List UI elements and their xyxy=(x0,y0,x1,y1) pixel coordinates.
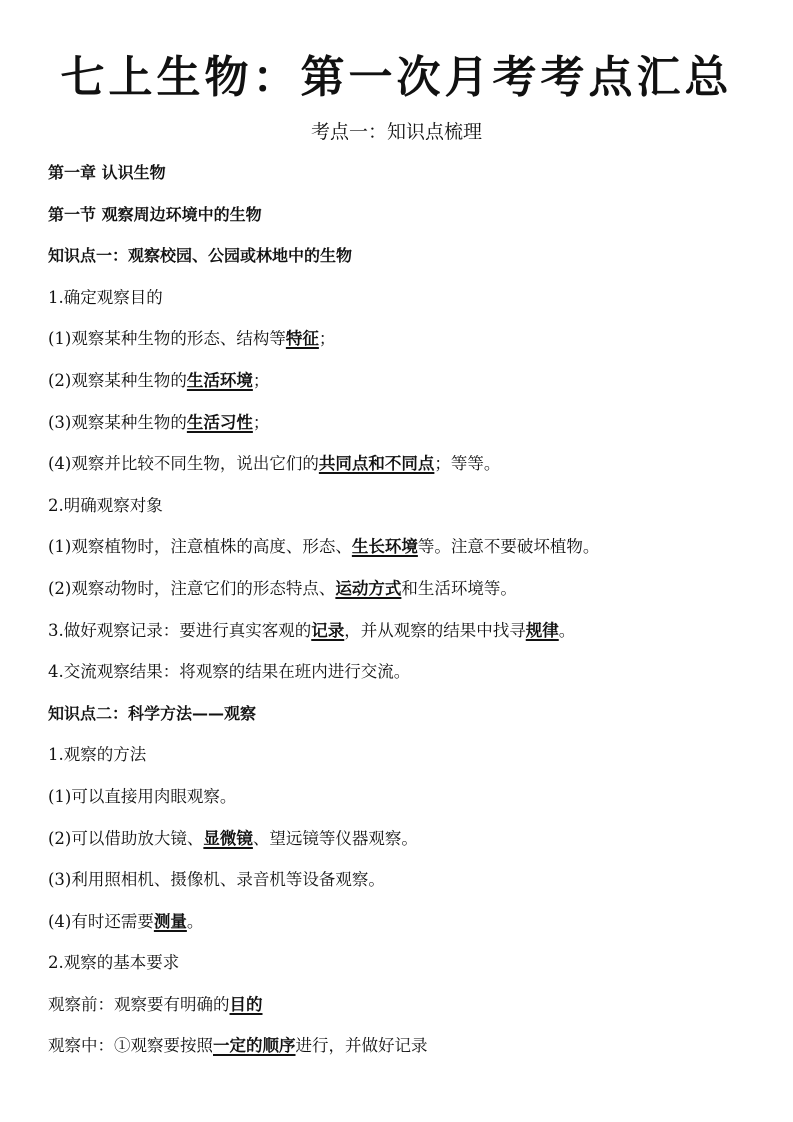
text-line xyxy=(48,283,768,325)
key-term: 生活环境 xyxy=(186,370,253,390)
key-term: 共同点和不同点 xyxy=(318,454,435,474)
text-segment: 第一章 认识生物 xyxy=(48,163,166,182)
text-segment: (3)利用照相机、摄像机、录音机等设备观察。 xyxy=(48,870,385,890)
text-line xyxy=(48,491,768,533)
text-segment: 。 xyxy=(558,620,576,640)
text-segment: 知识点二：科学方法——观察 xyxy=(48,703,257,723)
key-term: 目的 xyxy=(229,994,263,1014)
document-title: 七上生物：第一次月考考点汇总 xyxy=(60,52,733,103)
text-segment: 进行，并做好记录 xyxy=(295,1036,428,1056)
key-term: 特征 xyxy=(285,329,319,349)
text-segment: (2)观察某种生物的 xyxy=(48,370,187,390)
document-subtitle: 考点一：知识点梳理 xyxy=(310,121,482,143)
key-term: 生长环境 xyxy=(351,537,418,557)
text-segment: ； xyxy=(318,329,336,349)
text-segment: 3.做好观察记录：要进行真实客观的 xyxy=(48,620,312,640)
text-segment: 4.交流观察结果：将观察的结果在班内进行交流。 xyxy=(48,662,411,682)
key-term: 显微镜 xyxy=(203,828,253,848)
section-heading xyxy=(48,699,768,741)
key-term: 记录 xyxy=(311,620,345,640)
text-segment: ；等等。 xyxy=(434,454,501,474)
key-term: 一定的顺序 xyxy=(213,1036,296,1056)
text-line xyxy=(48,907,768,949)
document-body xyxy=(48,158,768,1073)
text-line xyxy=(48,616,768,658)
text-segment: 知识点一：观察校园、公园或林地中的生物 xyxy=(48,246,353,266)
key-term: 规律 xyxy=(525,620,559,640)
key-term: 测量 xyxy=(153,911,187,931)
text-line xyxy=(48,657,768,699)
text-segment: (4)观察并比较不同生物，说出它们的 xyxy=(48,454,319,474)
section-heading xyxy=(48,241,768,283)
text-segment: (1)观察某种生物的形态、结构等 xyxy=(48,329,286,349)
text-line xyxy=(48,948,768,990)
text-line xyxy=(48,1031,768,1073)
text-line xyxy=(48,408,768,450)
text-segment: (1)观察植物时，注意植株的高度、形态、 xyxy=(48,537,352,557)
section-heading xyxy=(48,200,768,242)
text-segment: 观察前：观察要有明确的 xyxy=(48,994,230,1014)
text-segment: 。 xyxy=(186,911,204,931)
text-line xyxy=(48,532,768,574)
text-segment: (2)观察动物时，注意它们的形态特点、 xyxy=(48,578,336,598)
text-segment: ； xyxy=(252,412,270,432)
section-heading xyxy=(48,158,768,200)
text-segment: (4)有时还需要 xyxy=(48,911,154,931)
text-line xyxy=(48,865,768,907)
key-term: 运动方式 xyxy=(335,578,402,598)
text-line xyxy=(48,824,768,866)
text-segment: (3)观察某种生物的 xyxy=(48,412,187,432)
text-segment: 等。注意不要破坏植物。 xyxy=(417,537,600,557)
text-segment: 观察中：①观察要按照 xyxy=(48,1036,213,1056)
text-segment: 第一节 观察周边环境中的生物 xyxy=(48,204,262,224)
text-line xyxy=(48,782,768,824)
text-line xyxy=(48,574,768,616)
text-line xyxy=(48,740,768,782)
text-segment: (1)可以直接用肉眼观察。 xyxy=(48,786,237,806)
text-segment: 1.确定观察目的 xyxy=(48,287,163,307)
text-segment: 2.观察的基本要求 xyxy=(48,953,180,973)
text-segment: 1.观察的方法 xyxy=(48,745,147,765)
text-segment: 和生活环境等。 xyxy=(401,578,517,598)
text-segment: ，并从观察的结果中找寻 xyxy=(344,620,526,640)
text-segment: 、望远镜等仪器观察。 xyxy=(252,828,418,848)
text-segment: ； xyxy=(252,370,270,390)
text-line xyxy=(48,366,768,408)
text-line xyxy=(48,449,768,491)
text-line xyxy=(48,324,768,366)
text-segment: 2.明确观察对象 xyxy=(48,495,163,515)
text-segment: (2)可以借助放大镜、 xyxy=(48,828,204,848)
key-term: 生活习性 xyxy=(186,412,253,432)
text-line xyxy=(48,990,768,1032)
